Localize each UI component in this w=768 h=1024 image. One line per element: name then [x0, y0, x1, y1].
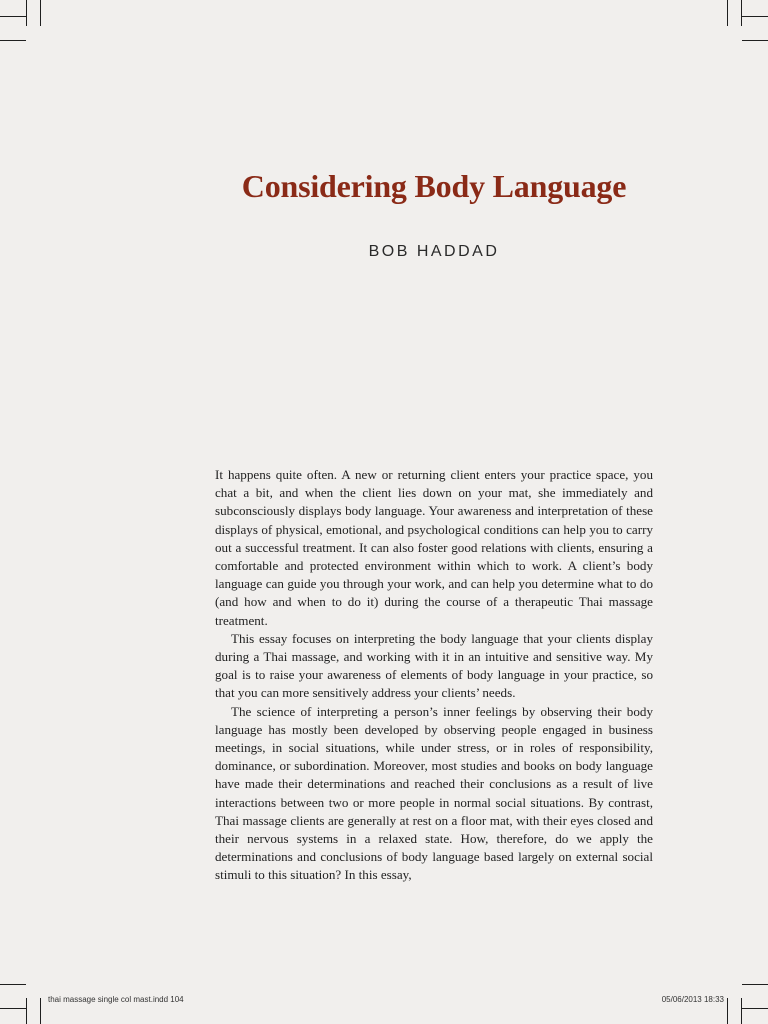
paragraph: The science of interpreting a person’s inner feelings by observing their body language has mostly been developed by observing people engaged in business meetings, in social situations, while under stress, or in roles of responsibility, dominance, or subordination. Moreover, most studies and books on body language have made their determinations and reached their conclusions as a result of live interactions between two or more people in normal social situations. By contrast, Thai massage clients are generally at rest on a floor mat, with their eyes closed and their nervous systems in a relaxed state. How, therefore, do we apply the determinations and conclusions of body language based largely on external social stimuli to this situation? In this essay, [215, 703, 653, 883]
crop-mark [742, 1008, 768, 1009]
crop-mark [742, 984, 768, 985]
paragraph: It happens quite often. A new or returning client enters your practice space, you chat a bit, and when the client lies down on your mat, she immediately and subconsciously displays body language. Your awareness and interpretation of these displays of physical, emotional, and psychological conditions can help you to carry out a successful treatment. It can also foster good relations with clients, ensuring a comfortable and protected environment within which to work. A client’s body language can guide you through your work, and can help you determine what to do (and how and when to do it) during the course of a therapeutic Thai massage treatment. [215, 467, 653, 628]
paragraph: This essay focuses on interpreting the body language that your clients display during a Thai massage, and working with it in an intuitive and sensitive way. My goal is to raise your awareness of elements of body language in your practice, so that you can more sensitively address your clients’ needs. [215, 630, 653, 701]
crop-mark [0, 40, 26, 41]
crop-mark [40, 0, 41, 26]
crop-mark [0, 984, 26, 985]
crop-mark [26, 0, 27, 26]
crop-mark [741, 0, 742, 26]
crop-mark [727, 998, 728, 1024]
article-author: BOB HADDAD [368, 243, 500, 260]
article-body [215, 466, 653, 885]
crop-mark [26, 998, 27, 1024]
article-title: Considering Body Language [241, 168, 627, 204]
crop-mark [741, 998, 742, 1024]
crop-mark [742, 16, 768, 17]
crop-mark [0, 16, 26, 17]
crop-mark [742, 40, 768, 41]
slug-timestamp: 05/06/2013 18:33 [661, 995, 724, 1004]
crop-mark [40, 998, 41, 1024]
crop-mark [0, 1008, 26, 1009]
slug-filename: thai massage single col mast.indd 104 [48, 995, 184, 1004]
crop-mark [727, 0, 728, 26]
